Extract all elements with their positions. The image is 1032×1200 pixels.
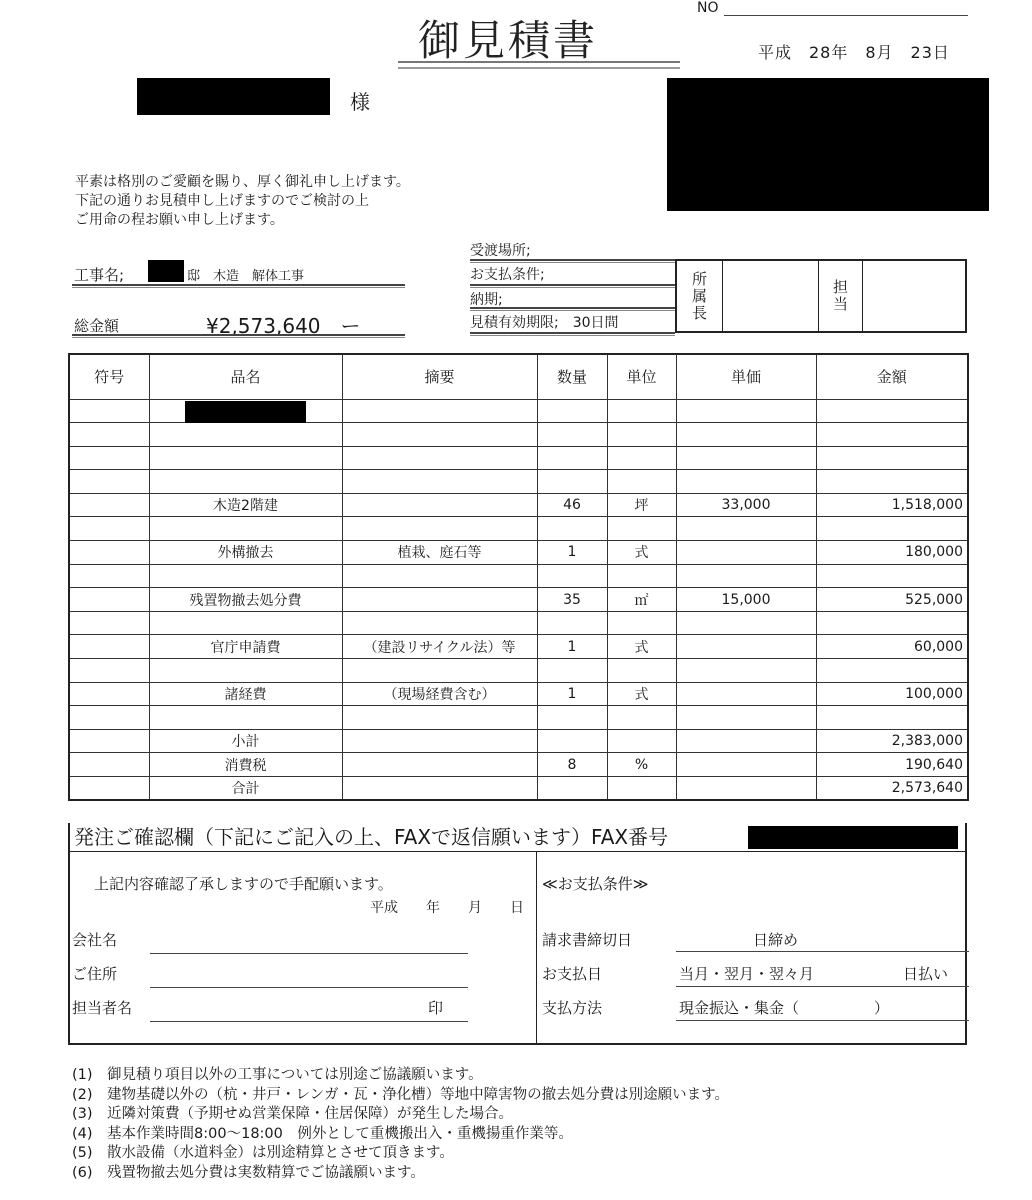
row-unit-price — [676, 777, 816, 801]
dept-head-label: 所属長 — [677, 261, 723, 331]
validity-label: 見積有効期限; 30日間 — [470, 315, 619, 331]
row-unit: 式 — [607, 682, 676, 706]
row-description — [342, 423, 537, 447]
row-unit-price: 15,000 — [676, 588, 816, 612]
row-quantity — [537, 399, 607, 423]
row-description — [342, 517, 537, 541]
row-unit — [607, 517, 676, 541]
company-name-label: 会社名 — [72, 931, 118, 949]
approval-stamp-box — [675, 259, 967, 333]
row-code — [69, 493, 149, 517]
row-item-name — [149, 611, 342, 635]
redacted-recipient-name — [137, 78, 330, 115]
row-item-name: 残置物撤去処分費 — [149, 588, 342, 612]
row-amount: 100,000 — [816, 682, 968, 706]
table-row — [69, 659, 968, 683]
row-amount: 180,000 — [816, 541, 968, 565]
table-row — [69, 423, 968, 447]
delivery-place-label: 受渡場所; — [470, 243, 531, 259]
row-amount: 1,518,000 — [816, 493, 968, 517]
row-code — [69, 541, 149, 565]
row-code — [69, 564, 149, 588]
payment-terms-underline — [470, 284, 675, 288]
row-code — [69, 470, 149, 494]
dept-head-stamp-field[interactable] — [723, 261, 819, 331]
row-description: （現場経費含む） — [342, 682, 537, 706]
row-quantity — [537, 564, 607, 588]
note-item: (5) 散水設備（水道料金）は別途精算とさせて頂きます。 — [72, 1145, 454, 1161]
row-amount — [816, 564, 968, 588]
row-quantity — [537, 706, 607, 730]
total-amount-label: 総金額 — [74, 317, 120, 335]
row-unit-price — [676, 706, 816, 730]
person-in-charge-label: 担当 — [819, 261, 863, 331]
table-row — [69, 635, 968, 659]
project-name-label: 工事名; — [74, 266, 125, 284]
row-description — [342, 706, 537, 730]
row-unit-price — [676, 682, 816, 706]
note-item: (4) 基本作業時間8:00～18:00 例外として重機搬出入・重機揚重作業等。 — [72, 1125, 573, 1142]
row-unit — [607, 611, 676, 635]
payment-day-underline — [676, 986, 969, 987]
payment-conditions-header: ≪お支払条件≫ — [542, 875, 649, 893]
note-item: (3) 近隣対策費（予期せぬ営業保障・住居保障）が発生した場合。 — [72, 1106, 514, 1122]
order-confirmation-title: 発注ご確認欄（下記にご記入の上、FAXで返信願います）FAX番号 — [74, 825, 669, 849]
row-item-name: 消費税 — [149, 753, 342, 777]
project-name-value: 邸 木造 解体工事 — [187, 269, 305, 284]
row-quantity — [537, 446, 607, 470]
row-code — [69, 635, 149, 659]
row-code — [69, 611, 149, 635]
row-code — [69, 423, 149, 447]
payment-day-value[interactable]: 当月・翌月・翌々月 — [679, 965, 815, 983]
payment-terms-label: お支払条件; — [470, 267, 545, 283]
row-unit-price — [676, 611, 816, 635]
row-quantity — [537, 423, 607, 447]
row-item-name — [149, 470, 342, 494]
row-code — [69, 682, 149, 706]
row-unit — [607, 659, 676, 683]
row-code — [69, 399, 149, 423]
table-row — [69, 706, 968, 730]
greeting-line: 下記の通りお見積申し上げますのでご検討の上 — [75, 193, 369, 209]
document-number-field[interactable] — [724, 15, 968, 16]
row-unit-price — [676, 564, 816, 588]
row-item-name: 外構撤去 — [149, 541, 342, 565]
row-amount — [816, 470, 968, 494]
row-description — [342, 753, 537, 777]
row-description — [342, 729, 537, 753]
column-header-quantity: 数量 — [537, 354, 607, 399]
row-code — [69, 588, 149, 612]
column-header-amount: 金額 — [816, 354, 968, 399]
row-item-name: 木造2階建 — [149, 493, 342, 517]
row-amount: 190,640 — [816, 753, 968, 777]
row-unit — [607, 423, 676, 447]
row-quantity — [537, 470, 607, 494]
row-code — [69, 753, 149, 777]
table-row — [69, 493, 968, 517]
row-amount: 2,383,000 — [816, 729, 968, 753]
table-row — [69, 564, 968, 588]
contact-name-field[interactable] — [150, 1021, 468, 1022]
company-name-field[interactable] — [150, 953, 468, 954]
row-amount — [816, 659, 968, 683]
invoice-cutoff-underline — [676, 951, 969, 952]
row-unit: 坪 — [607, 493, 676, 517]
confirmation-statement: 上記内容確認了承しますので手配願います。 — [94, 875, 393, 893]
validity-underline — [470, 332, 675, 336]
row-unit-price — [676, 635, 816, 659]
row-unit-price — [676, 729, 816, 753]
row-code — [69, 659, 149, 683]
row-description: （建設リサイクル法）等 — [342, 635, 537, 659]
row-unit: % — [607, 753, 676, 777]
row-unit — [607, 706, 676, 730]
row-code — [69, 706, 149, 730]
row-unit-price — [676, 470, 816, 494]
row-unit-price — [676, 517, 816, 541]
total-amount-value: ¥2,573,640 ー — [206, 314, 361, 338]
row-item-name — [149, 706, 342, 730]
row-description — [342, 611, 537, 635]
seal-label: 印 — [428, 999, 444, 1017]
delivery-date-underline — [470, 307, 675, 311]
row-description — [342, 777, 537, 801]
table-row — [69, 729, 968, 753]
row-unit — [607, 564, 676, 588]
row-unit-price — [676, 423, 816, 447]
project-name-underline — [72, 284, 405, 288]
row-unit-price — [676, 446, 816, 470]
row-item-name — [149, 564, 342, 588]
row-amount — [816, 706, 968, 730]
row-quantity: 1 — [537, 541, 607, 565]
column-header-item-name: 品名 — [149, 354, 342, 399]
row-item-name — [149, 423, 342, 447]
row-unit: 式 — [607, 635, 676, 659]
table-row — [69, 446, 968, 470]
column-header-code: 符号 — [69, 354, 149, 399]
document-number-label: NO — [697, 0, 719, 16]
address-field[interactable] — [150, 987, 468, 988]
person-in-charge-stamp-field[interactable] — [863, 261, 965, 331]
invoice-cutoff-value[interactable]: 日締め — [753, 931, 799, 949]
row-item-name: 諸経費 — [149, 682, 342, 706]
row-quantity: 35 — [537, 588, 607, 612]
contact-name-label: 担当者名 — [72, 999, 133, 1017]
section-divider — [536, 852, 537, 1043]
table-row — [69, 588, 968, 612]
row-amount — [816, 399, 968, 423]
row-description — [342, 493, 537, 517]
payment-method-value[interactable]: 現金振込・集金（ ） — [679, 999, 890, 1017]
row-unit — [607, 729, 676, 753]
row-description: 植栽、庭石等 — [342, 541, 537, 565]
row-description — [342, 399, 537, 423]
delivery-place-underline — [470, 259, 675, 263]
greeting-line: ご用命の程お願い申し上げます。 — [75, 212, 284, 228]
row-unit: 式 — [607, 541, 676, 565]
redacted-item-name — [185, 401, 306, 423]
payment-day-label: お支払日 — [542, 965, 603, 983]
row-unit: ㎡ — [607, 588, 676, 612]
total-amount-underline — [72, 334, 405, 338]
table-header-row — [69, 354, 968, 399]
note-item: (1) 御見積り項目以外の工事については別途ご協議願います。 — [72, 1067, 483, 1083]
row-item-name: 合計 — [149, 777, 342, 801]
table-row — [69, 753, 968, 777]
confirmation-date-line[interactable]: 平成 年 月 日 — [370, 900, 524, 916]
row-amount — [816, 517, 968, 541]
address-label: ご住所 — [72, 965, 118, 983]
greeting-text — [75, 173, 410, 230]
document-title: 御見積書 — [418, 16, 599, 65]
note-item: (2) 建物基礎以外の（杭・井戸・レンガ・瓦・浄化槽）等地中障害物の撤去処分費は別途願います。 — [72, 1086, 730, 1103]
row-unit-price — [676, 753, 816, 777]
invoice-cutoff-label: 請求書締切日 — [542, 931, 633, 949]
redacted-fax-number — [748, 826, 958, 849]
row-quantity: 1 — [537, 635, 607, 659]
row-amount — [816, 611, 968, 635]
recipient-suffix: 様 — [350, 90, 370, 114]
row-unit-price — [676, 399, 816, 423]
row-description — [342, 588, 537, 612]
redacted-client-surname — [148, 260, 184, 282]
row-description — [342, 564, 537, 588]
terms-notes — [72, 1066, 729, 1183]
row-description — [342, 446, 537, 470]
row-unit — [607, 777, 676, 801]
row-code — [69, 777, 149, 801]
row-item-name: 小計 — [149, 729, 342, 753]
row-quantity: 1 — [537, 682, 607, 706]
row-quantity: 46 — [537, 493, 607, 517]
table-row — [69, 611, 968, 635]
row-quantity — [537, 611, 607, 635]
table-row — [69, 470, 968, 494]
order-confirmation-section — [68, 852, 967, 1045]
note-item: (6) 残置物撤去処分費は実数精算でご協議願います。 — [72, 1164, 425, 1181]
row-code — [69, 446, 149, 470]
row-amount: 2,573,640 — [816, 777, 968, 801]
column-header-unit-price: 単価 — [676, 354, 816, 399]
row-quantity — [537, 517, 607, 541]
greeting-line: 平素は格別のご愛顧を賜り、厚く御礼申し上げます。 — [75, 174, 410, 190]
row-quantity: 8 — [537, 753, 607, 777]
row-amount: 525,000 — [816, 588, 968, 612]
redacted-company-info — [667, 78, 989, 211]
row-code — [69, 729, 149, 753]
row-item-name: 官庁申請費 — [149, 635, 342, 659]
payment-method-label: 支払方法 — [542, 999, 603, 1017]
row-description — [342, 470, 537, 494]
row-unit — [607, 446, 676, 470]
row-item-name — [149, 446, 342, 470]
column-header-description: 摘要 — [342, 354, 537, 399]
table-row — [69, 777, 968, 801]
row-unit-price: 33,000 — [676, 493, 816, 517]
row-item-name — [149, 517, 342, 541]
row-description — [342, 659, 537, 683]
title-underline — [398, 61, 680, 69]
row-amount — [816, 446, 968, 470]
delivery-date-label: 納期; — [470, 292, 503, 308]
row-item-name — [149, 659, 342, 683]
column-header-unit: 単位 — [607, 354, 676, 399]
row-unit — [607, 470, 676, 494]
row-quantity — [537, 729, 607, 753]
payment-method-underline — [676, 1020, 969, 1021]
table-row — [69, 682, 968, 706]
issue-date: 平成 28年 8月 23日 — [758, 43, 950, 62]
row-quantity — [537, 659, 607, 683]
table-row — [69, 517, 968, 541]
row-unit-price — [676, 659, 816, 683]
table-row — [69, 541, 968, 565]
payment-day-suffix: 日払い — [903, 965, 949, 983]
row-code — [69, 517, 149, 541]
row-amount: 60,000 — [816, 635, 968, 659]
row-quantity — [537, 777, 607, 801]
row-unit — [607, 399, 676, 423]
row-amount — [816, 423, 968, 447]
row-unit-price — [676, 541, 816, 565]
